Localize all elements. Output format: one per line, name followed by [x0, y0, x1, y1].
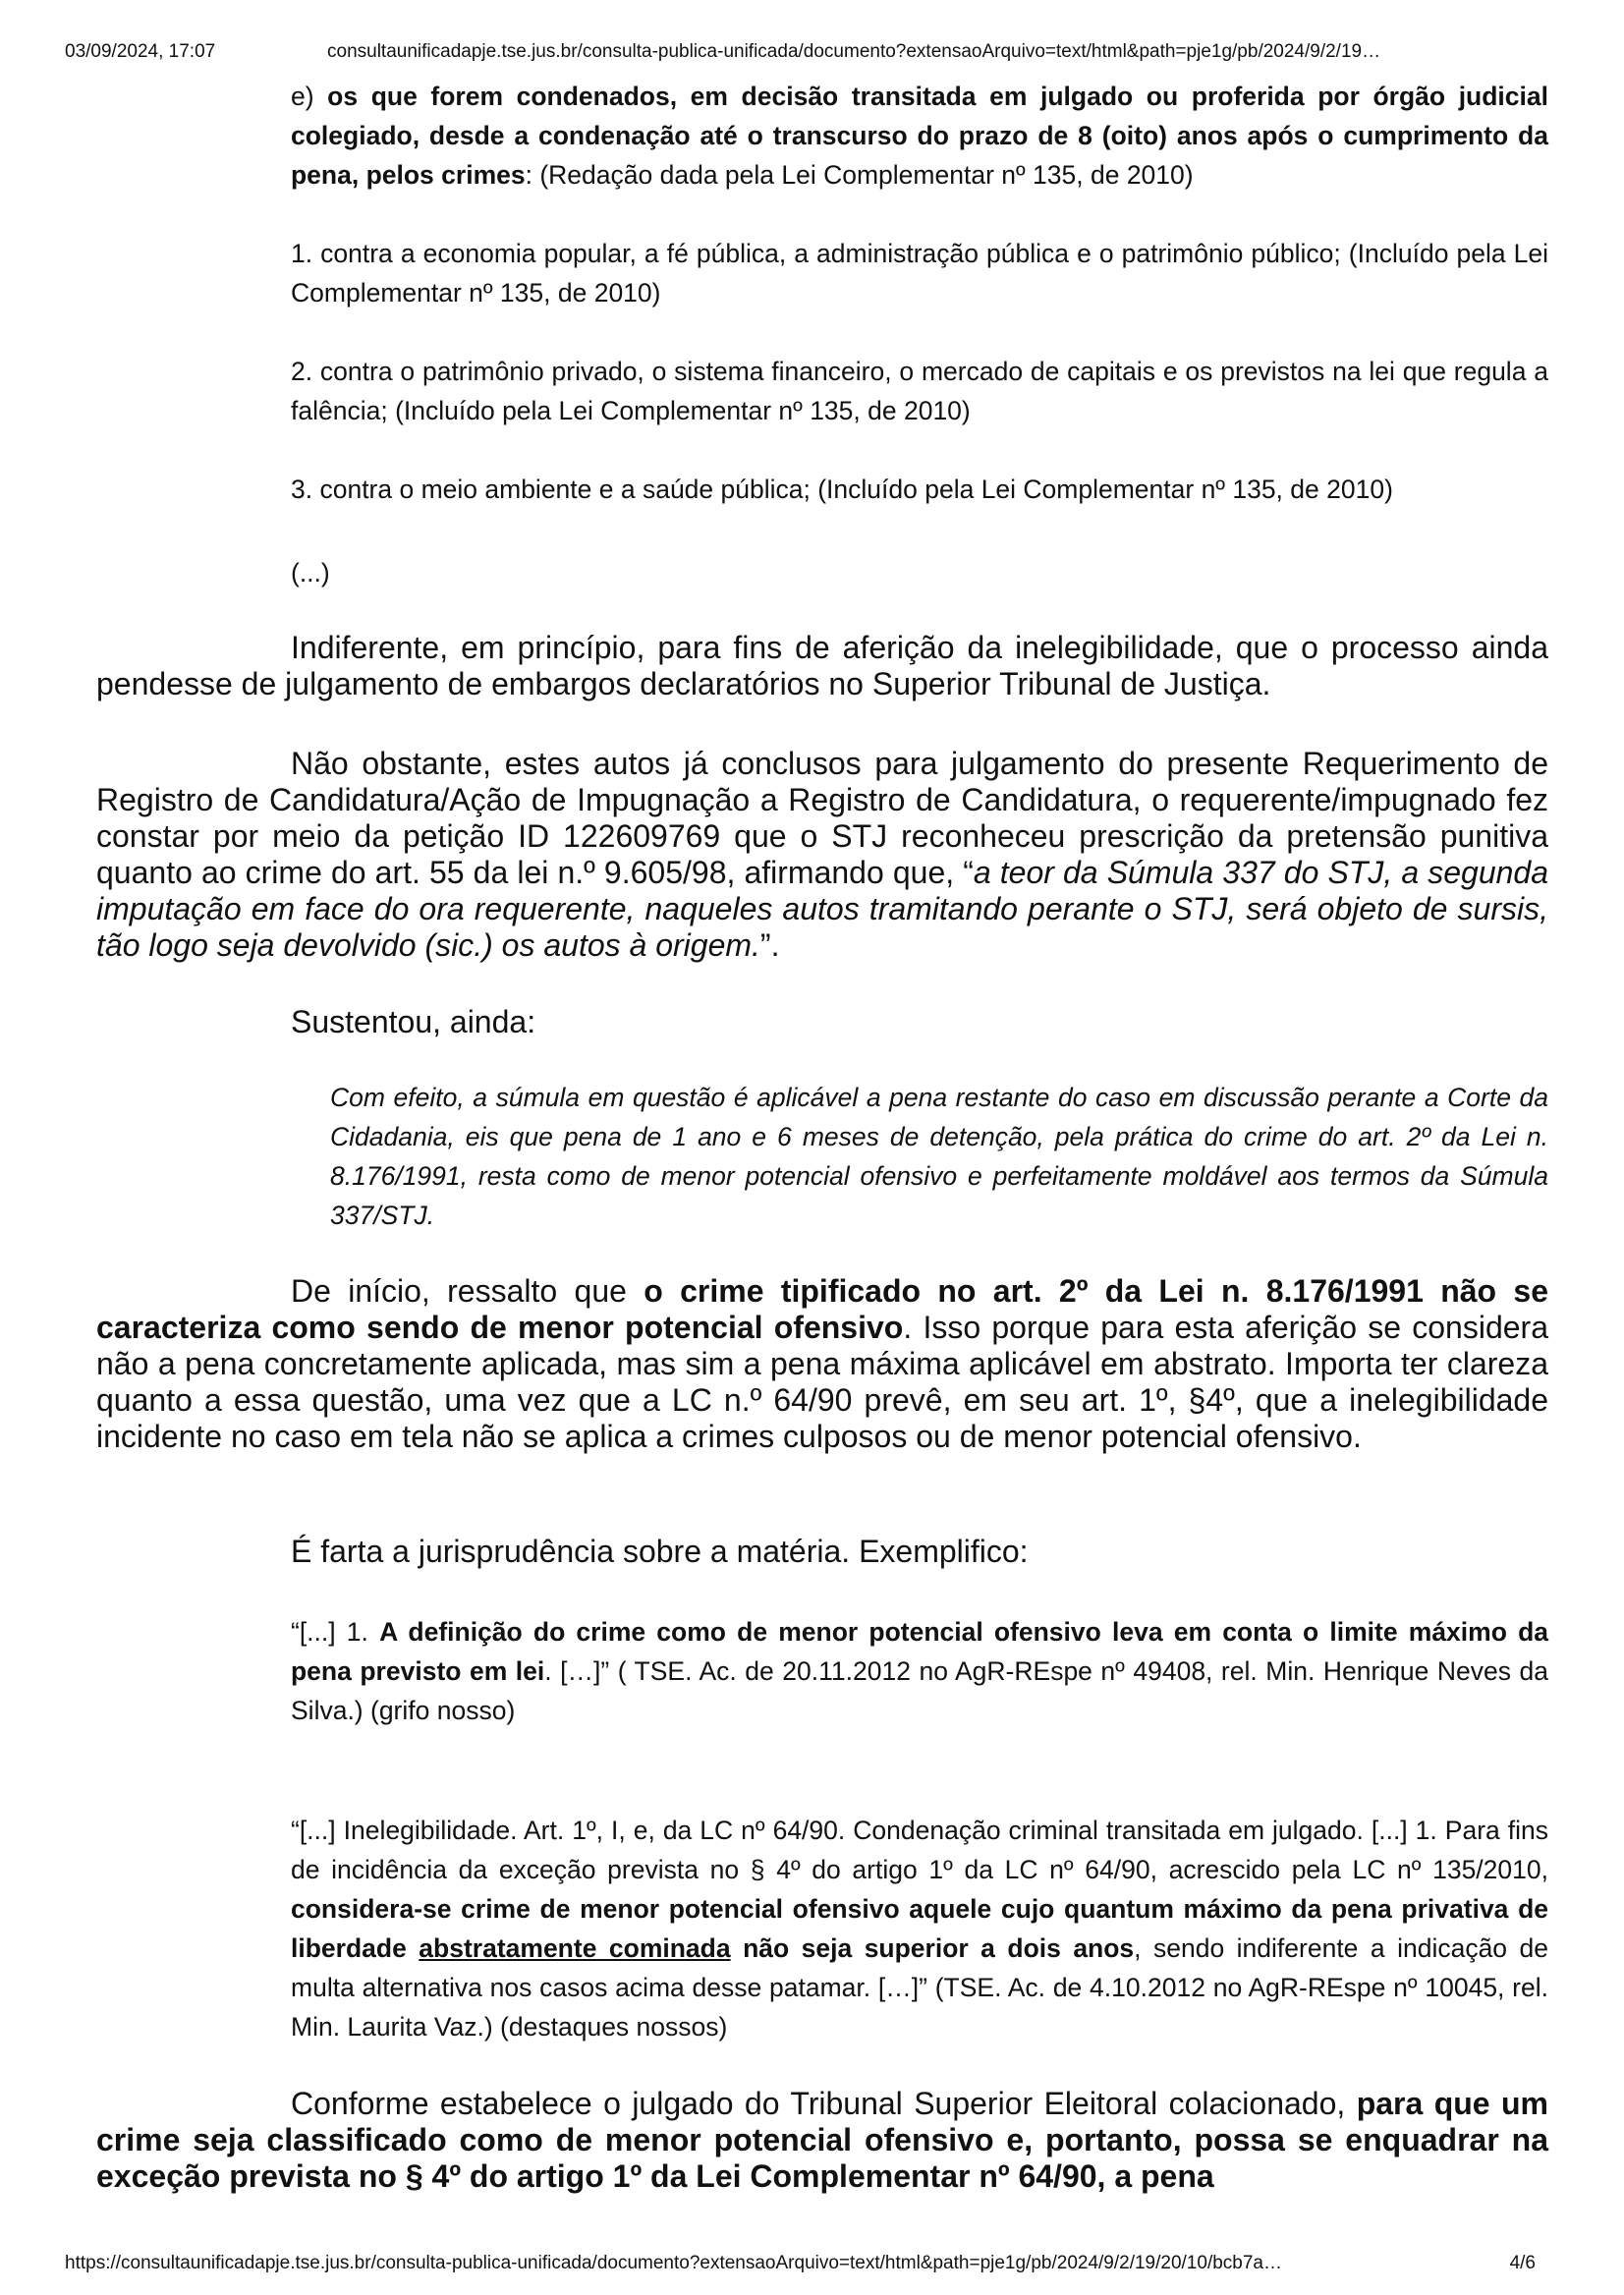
paragraph-nao-obstante-italic: a teor da Súmula 337 do STJ, a segunda imputação em face do ora requerente, naqueles autos tramitando perante o STJ, será objeto de sursis, tão logo seja devolvido (sic.) os autos à origem. [96, 855, 1549, 963]
paragraph-conforme-bold: para que um crime seja classificado como de menor potencial ofensivo e, portanto, possa se enquadrar na exceção prevista no § 4º do artigo 1º da Lei Complementar nº 64/90, a pena [96, 2086, 1549, 2194]
paragraph-de-inicio-bold: o crime tipificado no art. 2º da Lei n. 8.176/1991 não se caracteriza como sendo de menor potencial ofensivo [96, 1273, 1549, 1345]
paragraph-nao-obstante-text: Não obstante, estes autos já conclusos para julgamento do presente Requerimento de Registro de Candidatura/Ação de Impugnação a Registro de Candidatura, o requerente/impugnado fez constar por meio da petição ID 122609769 que o STJ reconheceu prescrição da pretensão punitiva quanto ao crime do art. 55 da lei n.º 9.605/98, afirmando que, “ [96, 746, 1548, 890]
paragraph-indiferente: Indiferente, em princípio, para fins de aferição da inelegibilidade, que o processo ainda pendesse de julgamento de embargos declaratórios no Superior Tribunal de Justiça. [96, 630, 1548, 701]
paragraph-conforme-a: Conforme estabelece o julgado do Tribunal Superior Eleitoral colacionado, [291, 2086, 1357, 2121]
law-item-e-bold: os que forem condenados, em decisão transitada em julgado ou proferida por órgão judicial colegiado, desde a condenação até o transcurso do prazo de 8 (oito) anos após o cumprimento da pena, pelos crimes [291, 82, 1548, 190]
print-header-url: consultaunificadapje.tse.jus.br/consulta-publica-unificada/documento?extensaoArquivo=text/html&path=pje1g/pb/2024/9/2/19… [327, 41, 1381, 62]
jurisprudence-quote-2 [291, 1811, 1548, 2046]
print-footer-url: https://consultaunificadapje.tse.jus.br/consulta-publica-unificada/documento?extensaoArquivo=text/html&path=pje1g/pb/2024/9/2/19/20/10/bcb7a… [65, 2253, 1282, 2273]
page-number: 4/6 [1509, 2253, 1536, 2273]
paragraph-nao-obstante-end: ”. [759, 927, 780, 963]
law-item-e [291, 77, 1548, 195]
law-item-2: 2. contra o patrimônio privado, o sistema financeiro, o mercado de capitais e os previstos na lei que regula a falência; (Incluído pela Lei Complementar nº 135, de 2010) [291, 357, 1548, 425]
block-quote-petition: Com efeito, a súmula em questão é aplicável a pena restante do caso em discussão perante a Corte da Cidadania, eis que pena de 1 ano e 6 meses de detenção, pela prática do crime do art. 2º da Lei n. 8.176/1991, resta como de menor potencial ofensivo e perfeitamente moldável aos termos da Súmula 337/STJ. [330, 1083, 1548, 1230]
paragraph-farta: É farta a jurisprudência sobre a matéria. Exemplifico: [291, 1534, 1029, 1569]
jurisprudence-2-bold1: considera-se crime de menor potencial ofensivo aquele cujo quantum máximo da pena privativa de liberdade [291, 1894, 1548, 1963]
jurisprudence-2-b: , sendo indiferente a indicação de multa alternativa nos casos acima desse patamar. […]” (TSE. Ac. de 4.10.2012 no AgR-REspe nº 10045, rel. Min. Laurita Vaz.) (destaques nossos) [291, 1933, 1548, 2042]
law-ellipsis: (...) [291, 558, 330, 588]
jurisprudence-1-a: “[...] 1. [291, 1617, 380, 1647]
print-datetime: 03/09/2024, 17:07 [65, 41, 216, 62]
jurisprudence-2-underline: abstratamente cominada [419, 1933, 731, 1963]
paragraph-sustentou: Sustentou, ainda: [291, 1004, 536, 1039]
paragraph-nao-obstante [96, 746, 1548, 964]
jurisprudence-1-b: . […]” ( TSE. Ac. de 20.11.2012 no AgR-REspe nº 49408, rel. Min. Henrique Neves da Silva.) (grifo nosso) [291, 1656, 1548, 1725]
paragraph-conforme [96, 2086, 1548, 2195]
law-item-3: 3. contra o meio ambiente e a saúde pública; (Incluído pela Lei Complementar nº 135, de 2010) [291, 475, 1393, 504]
paragraph-de-inicio-b: . Isso porque para esta aferição se considera não a pena concretamente aplicada, mas sim a pena máxima aplicável em abstrato. Importa ter clareza quanto a essa questão, uma vez que a LC n.º 64/90 prevê, em seu art. 1º, §4º, que a inelegibilidade incidente no caso em tela não se aplica a crimes culposos ou de menor potencial ofensivo. [96, 1310, 1549, 1454]
jurisprudence-2-a: “[...] Inelegibilidade. Art. 1º, I, e, da LC nº 64/90. Condenação criminal transitada em julgado. [...] 1. Para fins de incidência da exceção prevista no § 4º do artigo 1º da LC nº 64/90, acrescido pela LC nº 135/2010, [291, 1816, 1548, 1884]
law-item-e-prefix: e) [291, 82, 328, 111]
jurisprudence-2-bold2: não seja superior a dois anos [730, 1933, 1135, 1963]
paragraph-de-inicio [96, 1273, 1548, 1455]
law-item-1: 1. contra a economia popular, a fé pública, a administração pública e o patrimônio público; (Incluído pela Lei Complementar nº 135, de 2010) [291, 239, 1548, 308]
paragraph-de-inicio-a: De início, ressalto que [291, 1273, 644, 1309]
jurisprudence-quote-1 [291, 1612, 1548, 1730]
law-item-e-rest: : (Redação dada pela Lei Complementar nº 135, de 2010) [525, 160, 1194, 190]
jurisprudence-1-bold: A definição do crime como de menor potencial ofensivo leva em conta o limite máximo da pena previsto em lei [291, 1617, 1549, 1686]
